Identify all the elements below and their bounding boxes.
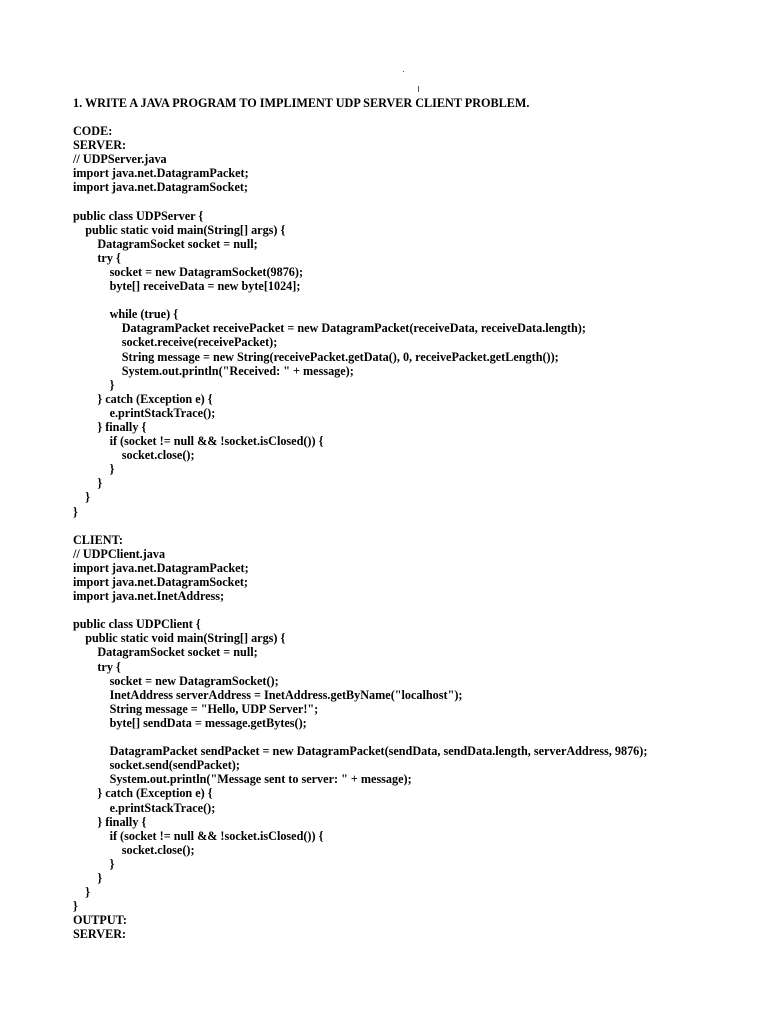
code-line: } xyxy=(73,899,78,914)
blank-line xyxy=(73,603,753,617)
code-line: socket = new DatagramSocket(9876); xyxy=(73,264,304,279)
code-line: socket.send(sendPacket); xyxy=(73,758,240,773)
code-line: String message = new String(receivePacket.getData(), 0, receivePacket.getLength()); xyxy=(73,349,559,364)
code-listing xyxy=(73,124,753,941)
code-line: socket.close(); xyxy=(73,842,195,857)
code-line: byte[] sendData = message.getBytes(); xyxy=(73,715,307,730)
blank-line xyxy=(73,293,753,307)
code-line: public class UDPClient { xyxy=(73,617,201,632)
code-line: e.printStackTrace(); xyxy=(73,800,216,815)
code-line: import java.net.DatagramPacket; xyxy=(73,560,249,575)
code-line: DatagramSocket socket = null; xyxy=(73,645,258,660)
code-line: // UDPServer.java xyxy=(73,152,167,167)
code-line: SERVER: xyxy=(73,927,127,942)
code-line: public class UDPServer { xyxy=(73,208,204,223)
code-line: SERVER: xyxy=(73,138,127,153)
code-line: if (socket != null && !socket.isClosed()) { xyxy=(73,828,324,843)
code-line: import java.net.DatagramSocket; xyxy=(73,575,248,589)
code-line: public static void main(String[] args) { xyxy=(73,631,286,646)
code-line: try { xyxy=(73,250,121,265)
code-line: } xyxy=(73,885,90,900)
code-line: } finally { xyxy=(73,814,147,829)
code-line: DatagramPacket sendPacket = new DatagramPacket(sendData, sendData.length, serverAddress, 9876); xyxy=(73,744,648,759)
code-line: } xyxy=(73,462,115,477)
code-line: DatagramPacket receivePacket = new DatagramPacket(receiveData, receiveData.length); xyxy=(73,321,586,336)
code-line: } xyxy=(73,856,115,871)
code-line: socket.close(); xyxy=(73,448,195,463)
code-line: if (socket != null && !socket.isClosed()) { xyxy=(73,434,324,449)
code-line: DatagramSocket socket = null; xyxy=(73,236,258,251)
code-line: } xyxy=(73,476,103,491)
stray-mark-tick xyxy=(418,86,419,92)
blank-line xyxy=(73,519,753,533)
code-line: } finally { xyxy=(73,419,147,434)
code-line: } catch (Exception e) { xyxy=(73,786,213,801)
code-line: } xyxy=(73,870,103,885)
code-line: public static void main(String[] args) { xyxy=(73,222,286,237)
code-line: InetAddress serverAddress = InetAddress.getByName("localhost"); xyxy=(73,687,463,702)
code-line: } xyxy=(73,377,115,392)
code-line: } xyxy=(73,490,90,505)
code-line: } catch (Exception e) { xyxy=(73,391,213,406)
blank-line xyxy=(73,730,753,744)
stray-mark-dot xyxy=(403,71,404,72)
code-line: // UDPClient.java xyxy=(73,546,166,561)
title-spacer xyxy=(73,110,753,124)
code-line: e.printStackTrace(); xyxy=(73,405,216,420)
code-line: while (true) { xyxy=(73,307,178,322)
code-line: System.out.println("Message sent to server: " + message); xyxy=(73,772,412,787)
code-line: byte[] receiveData = new byte[1024]; xyxy=(73,279,301,294)
code-line: socket = new DatagramSocket(); xyxy=(73,673,279,688)
document-title: 1. WRITE A JAVA PROGRAM TO IMPLIMENT UDP SERVER CLIENT PROBLEM. xyxy=(73,96,530,110)
document-body xyxy=(73,96,753,941)
code-line: } xyxy=(73,504,78,519)
code-line: CODE: xyxy=(73,124,113,138)
code-line: System.out.println("Received: " + message); xyxy=(73,363,354,378)
code-line: CLIENT: xyxy=(73,532,123,547)
code-line: try { xyxy=(73,659,121,674)
code-line: socket.receive(receivePacket); xyxy=(73,335,278,350)
code-line: String message = "Hello, UDP Server!"; xyxy=(73,701,319,716)
code-line: import java.net.InetAddress; xyxy=(73,589,225,604)
code-line: OUTPUT: xyxy=(73,913,127,928)
blank-line xyxy=(73,194,753,208)
code-line: import java.net.DatagramSocket; xyxy=(73,180,248,195)
code-line: import java.net.DatagramPacket; xyxy=(73,166,249,181)
